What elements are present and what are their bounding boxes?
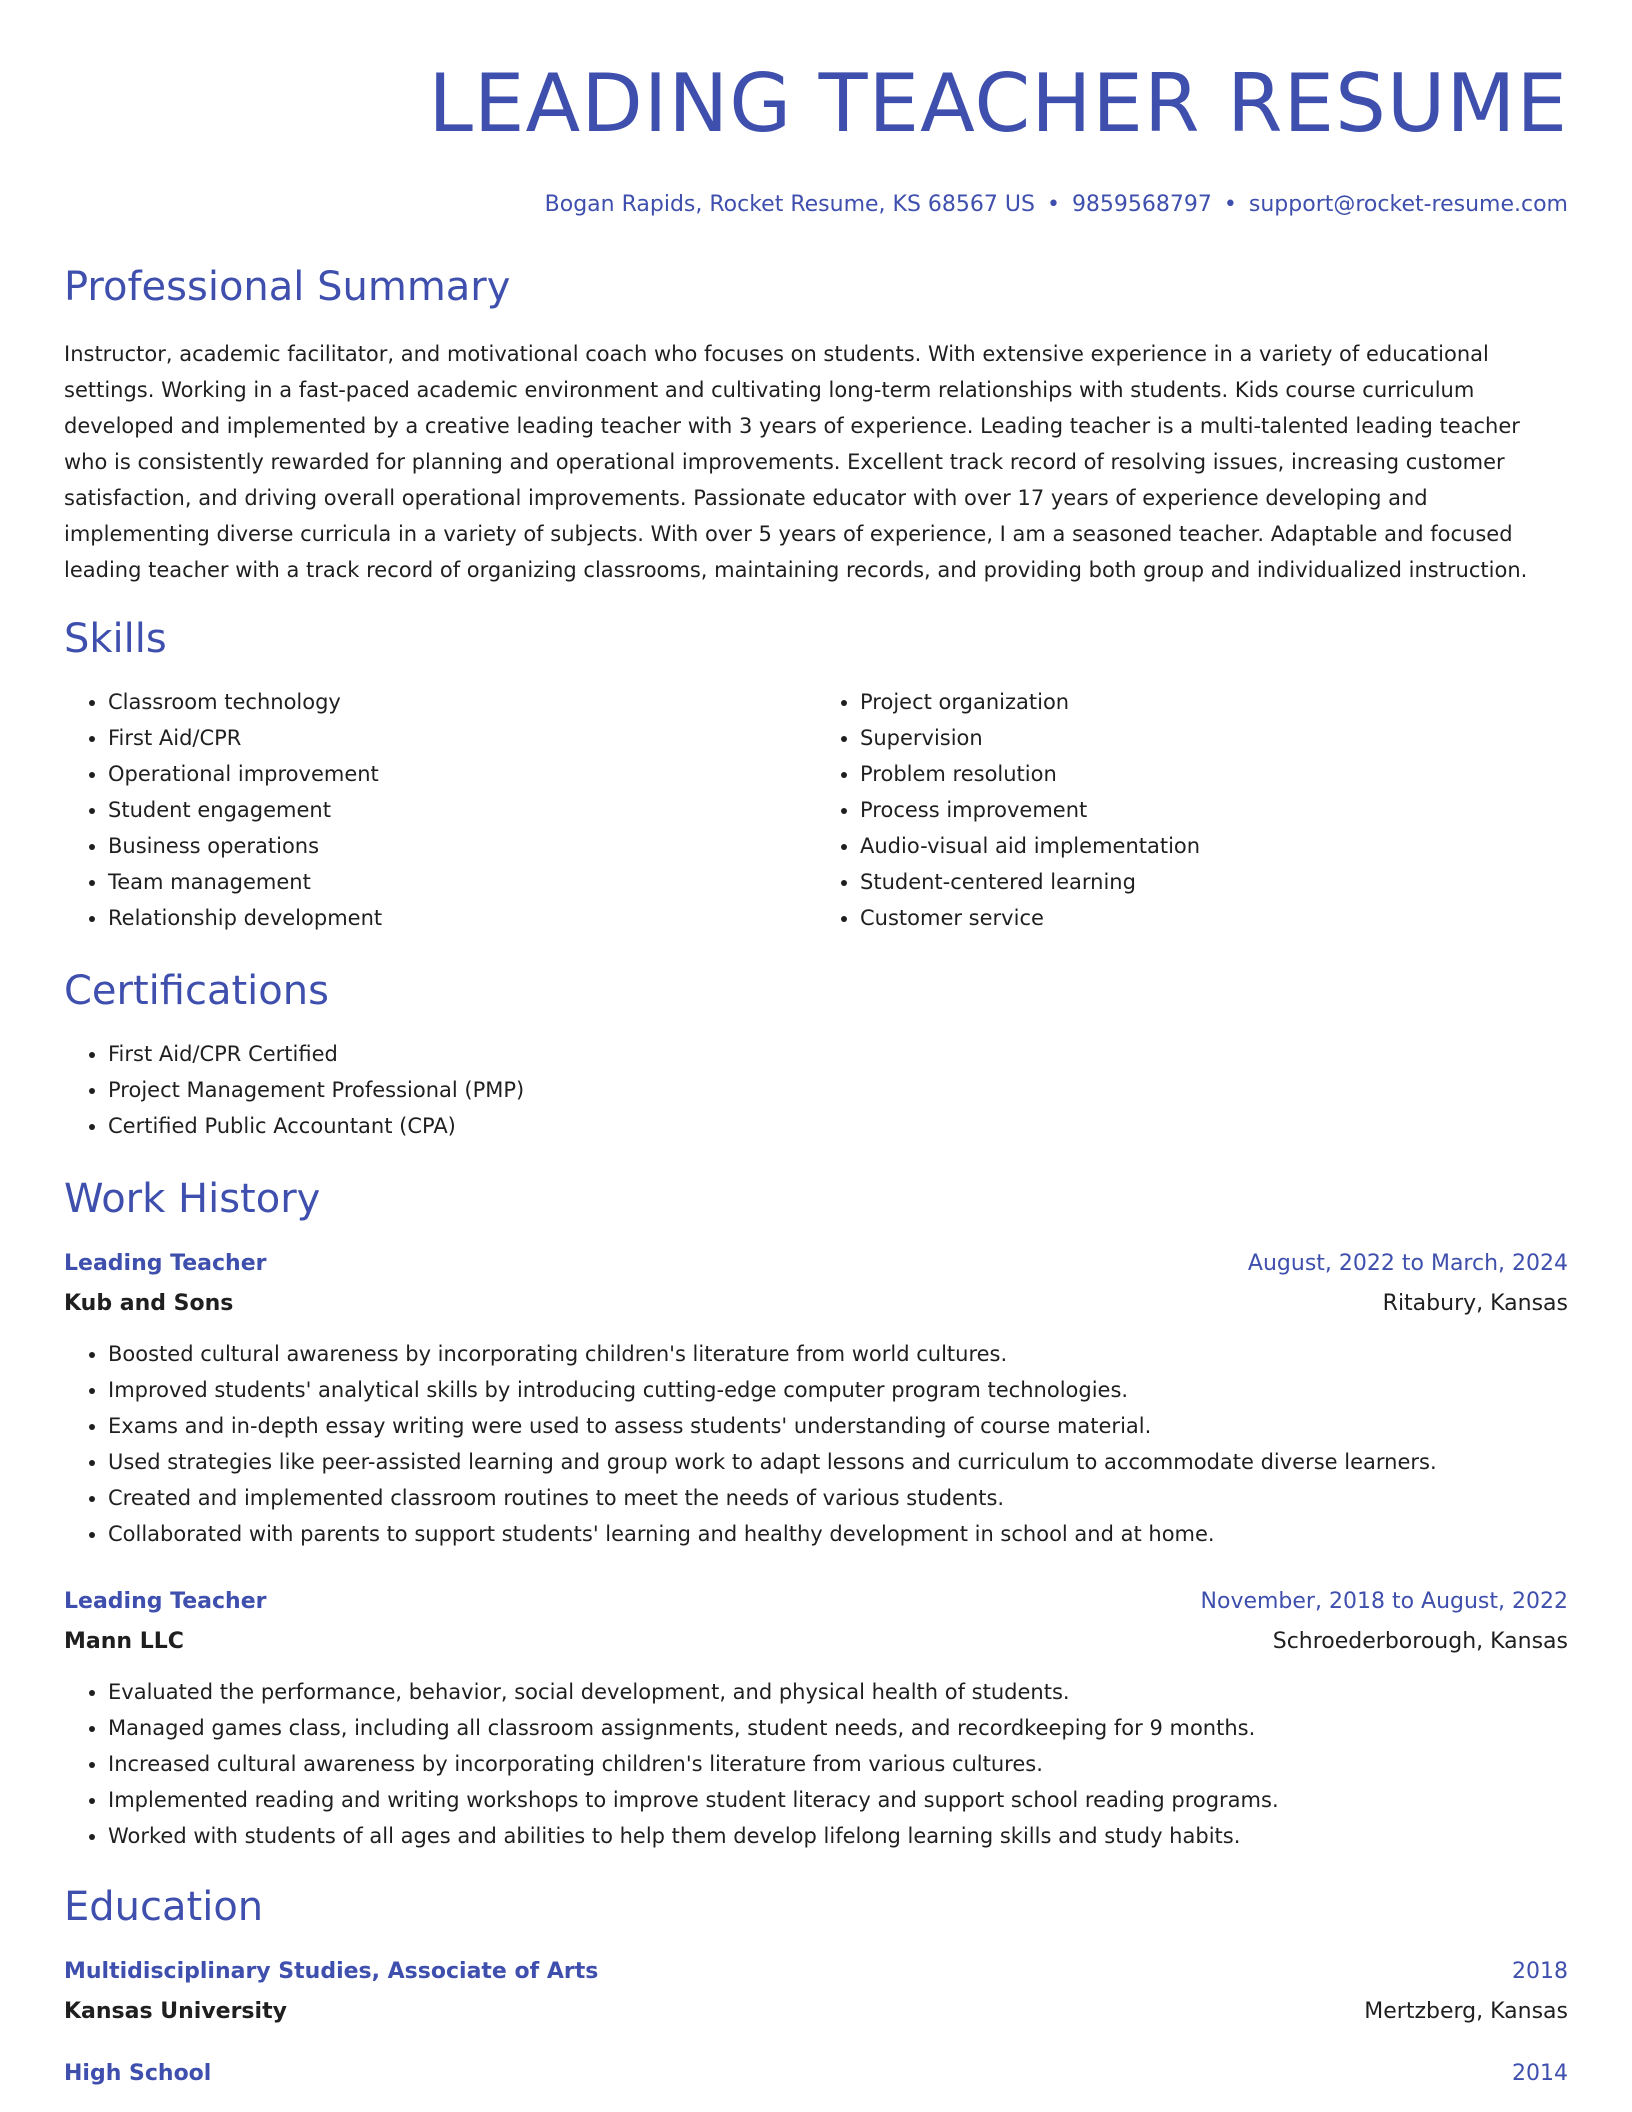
education-location: Mertzberg, Kansas [1364, 1999, 1568, 2024]
skill-item: • Business operations [108, 828, 816, 864]
resume-page [64, 0, 1568, 2092]
job-location: Schroederborough, Kansas [1272, 1629, 1568, 1654]
job-dates: August, 2022 to March, 2024 [1247, 1251, 1568, 1276]
job-bullet: • Used strategies like peer-assisted learning and group work to adapt lessons and curriculum to accommodate diverse learners. [108, 1444, 1568, 1480]
certification-item: • Project Management Professional (PMP) [108, 1072, 1568, 1108]
skills-list-right [816, 684, 1568, 936]
job-bullet: • Improved students' analytical skills by introducing cutting-edge computer program technologies. [108, 1372, 1568, 1408]
job-bullet: • Exams and in-depth essay writing were used to assess students' understanding of course material. [108, 1408, 1568, 1444]
skill-item: • Student engagement [108, 792, 816, 828]
job-role: Leading Teacher [64, 1589, 267, 1614]
education-degree: Multidisciplinary Studies, Associate of Arts [64, 1959, 599, 1984]
job-bullet: • Evaluated the performance, behavior, social development, and physical health of students. [108, 1674, 1568, 1710]
contact-separator: • [1046, 192, 1060, 217]
job-entry [64, 1584, 1568, 1854]
job-bullet: • Boosted cultural awareness by incorporating children's literature from world cultures. [108, 1336, 1568, 1372]
summary-text: Instructor, academic facilitator, and motivational coach who focuses on students. With extensive experience in a variety of educational settings. Working in a fast-paced academic environment and cultivating long-term relationships with students. Kids course curriculum developed and implemented by a creative leading teacher with 3 years of experience. Leading teacher is a multi-talented leading teacher who is consistently rewarded for planning and operational improvements. Excellent track record of resolving issues, increasing customer satisfaction, and driving overall operational improvements. Passionate educator with over 17 years of experience developing and implementing diverse curricula in a variety of subjects. With over 5 years of experience, I am a seasoned teacher. Adaptable and focused leading teacher with a track record of organizing classrooms, maintaining records, and providing both group and individualized instruction. [64, 342, 1528, 582]
education-year: 2014 [1512, 2061, 1568, 2086]
skill-item: • Team management [108, 864, 816, 900]
job-bullet: • Implemented reading and writing workshops to improve student literacy and support school reading programs. [108, 1782, 1568, 1818]
certifications-heading: Certifications [64, 968, 329, 1014]
contact-address: Bogan Rapids, Rocket Resume, KS 68567 US [544, 192, 1035, 217]
job-dates: November, 2018 to August, 2022 [1200, 1589, 1568, 1614]
skill-item: • Process improvement [860, 792, 1568, 828]
job-entry [64, 1246, 1568, 1552]
skill-item: • Audio-visual aid implementation [860, 828, 1568, 864]
job-bullet: • Increased cultural awareness by incorporating children's literature from various cultures. [108, 1746, 1568, 1782]
education-degree: High School [64, 2061, 212, 2086]
certification-item: • First Aid/CPR Certified [108, 1036, 1568, 1072]
job-bullet: • Managed games class, including all classroom assignments, student needs, and recordkeeping for 9 months. [108, 1710, 1568, 1746]
education-heading: Education [64, 1884, 264, 1930]
work-history-heading: Work History [64, 1176, 321, 1222]
job-header-row [64, 1246, 1568, 1282]
job-company: Kub and Sons [64, 1291, 234, 1316]
skill-item: • Customer service [860, 900, 1568, 936]
contact-separator: • [1223, 192, 1237, 217]
education-school: Kansas University [64, 1999, 287, 2024]
skills-heading: Skills [64, 616, 167, 662]
contact-phone: 9859568797 [1071, 192, 1212, 217]
skill-item: • Relationship development [108, 900, 816, 936]
job-company-row [64, 1282, 1568, 1322]
skill-item: • Project organization [860, 684, 1568, 720]
skills-columns [64, 684, 1568, 936]
education-header-row [64, 2056, 1568, 2092]
contact-line [64, 190, 1568, 220]
job-bullet: • Created and implemented classroom routines to meet the needs of various students. [108, 1480, 1568, 1516]
skill-item: • First Aid/CPR [108, 720, 816, 756]
skill-item: • Supervision [860, 720, 1568, 756]
summary-heading: Professional Summary [64, 264, 511, 310]
job-location: Ritabury, Kansas [1382, 1291, 1568, 1316]
education-header-row [64, 1954, 1568, 1990]
skill-item: • Classroom technology [108, 684, 816, 720]
education-entry [64, 1954, 1568, 2030]
certification-item: • Certified Public Accountant (CPA) [108, 1108, 1568, 1144]
job-company: Mann LLC [64, 1629, 184, 1654]
job-role: Leading Teacher [64, 1251, 267, 1276]
job-bullet: • Collaborated with parents to support students' learning and healthy development in school and at home. [108, 1516, 1568, 1552]
skill-item: • Problem resolution [860, 756, 1568, 792]
skill-item: • Operational improvement [108, 756, 816, 792]
job-bullet: • Worked with students of all ages and abilities to help them develop lifelong learning skills and study habits. [108, 1818, 1568, 1854]
job-company-row [64, 1620, 1568, 1660]
education-entry [64, 2056, 1568, 2092]
education-school-row [64, 1990, 1568, 2030]
education-year: 2018 [1512, 1959, 1568, 1984]
job-bullets [64, 1336, 1568, 1552]
skill-item: • Student-centered learning [860, 864, 1568, 900]
job-header-row [64, 1584, 1568, 1620]
resume-title: LEADING TEACHER RESUME [428, 57, 1568, 150]
skills-list-left [64, 684, 816, 936]
job-bullets [64, 1674, 1568, 1854]
contact-email: support@rocket-resume.com [1248, 192, 1568, 217]
certifications-list [64, 1036, 1568, 1144]
